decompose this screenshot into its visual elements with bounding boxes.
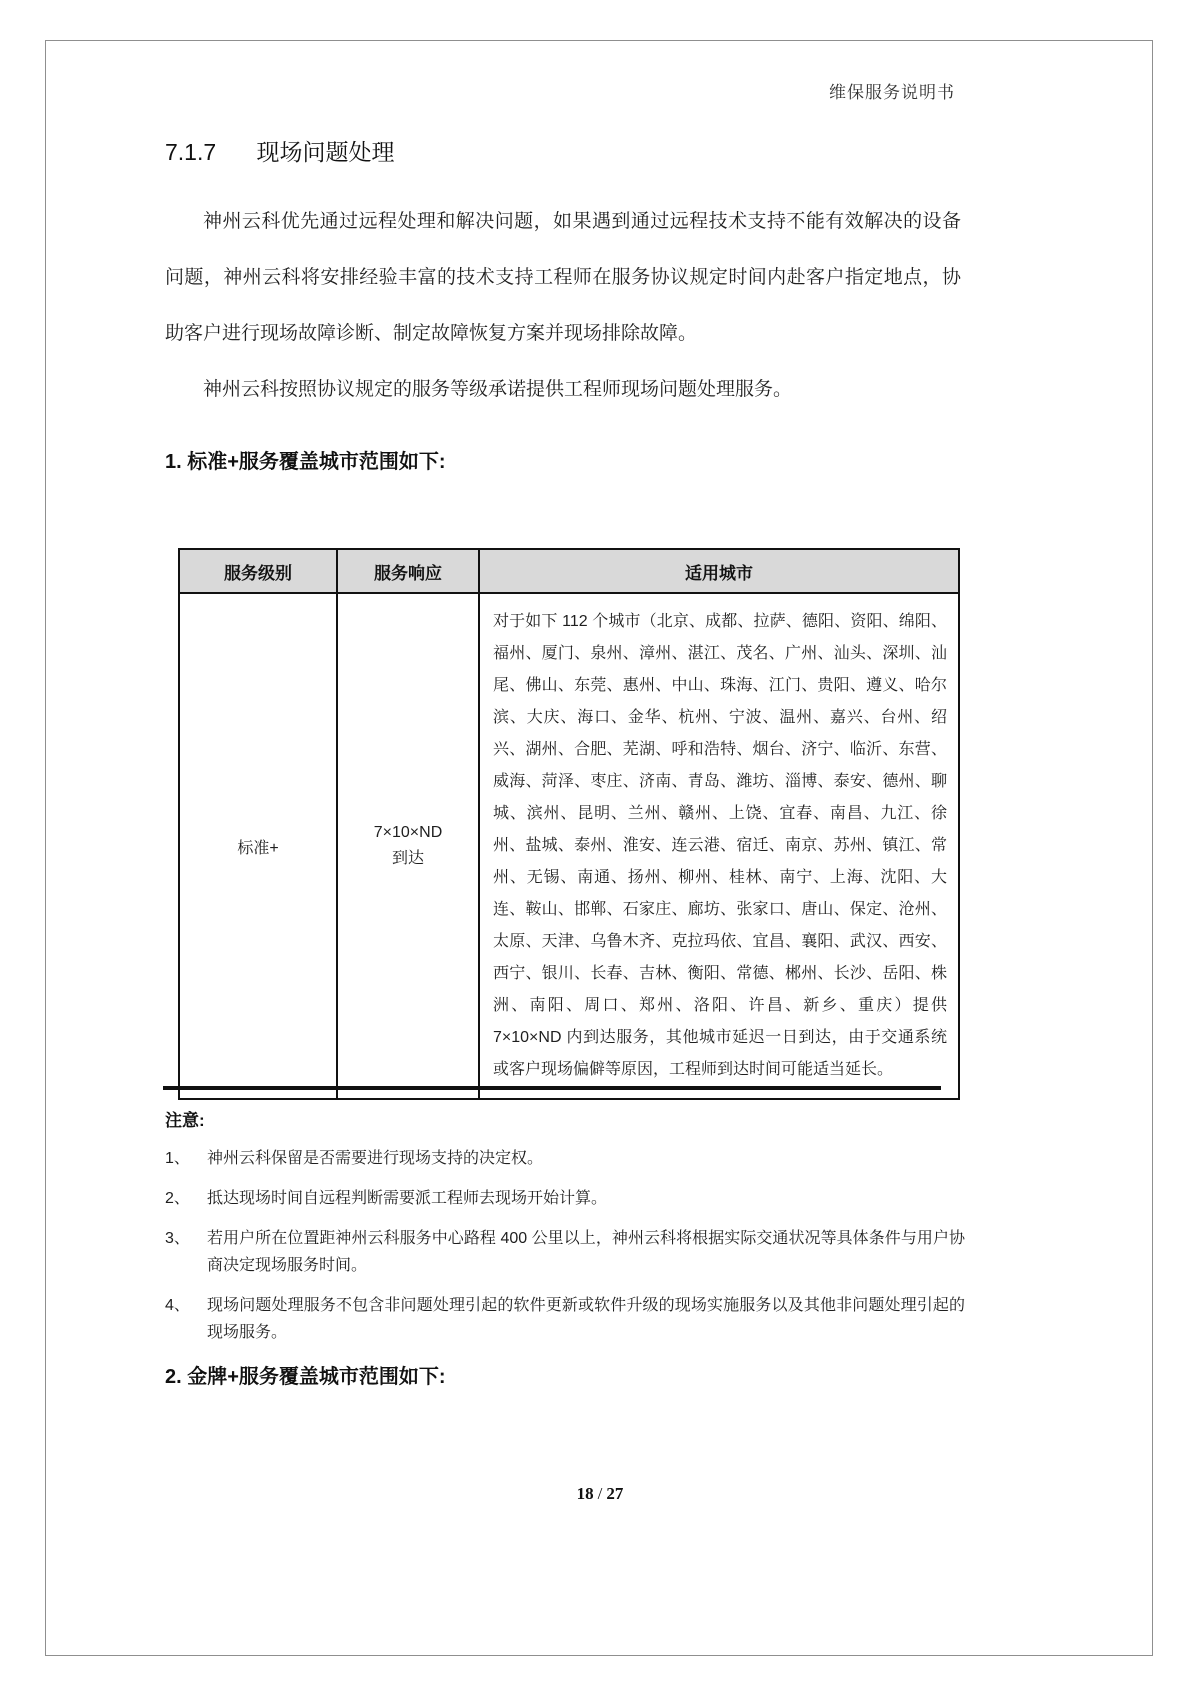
cell-applicable-cities: 对于如下 112 个城市（北京、成都、拉萨、德阳、资阳、绵阳、福州、厦门、泉州、漳州、湛江、茂名、广州、汕头、深圳、汕尾、佛山、东莞、惠州、中山、珠海、江门、贵阳、遵义、哈尔滨、大庆、海口、金华、杭州、宁波、温州、嘉兴、台州、绍兴、湖州、合肥、芜湖、呼和浩特、烟台、济宁、临沂、东营、威海、菏泽、枣庄、济南、青岛、潍坊、淄博、泰安、德州、聊城、滨州、昆明、兰州、赣州、上饶、宜春、南昌、九江、徐州、盐城、泰州、淮安、连云港、宿迁、南京、苏州、镇江、常州、无锡、南通、扬州、柳州、桂林、南宁、上海、沈阳、大连、鞍山、邯郸、石家庄、廊坊、张家口、唐山、保定、沧州、太原、天津、乌鲁木齐、克拉玛依、宜昌、襄阳、武汉、西安、西宁、银川、长春、吉林、衡阳、常德、郴州、长沙、岳阳、株洲、南阳、周口、郑州、洛阳、许昌、新乡、重庆）提供 7×10×ND 内到达服务，其他城市延迟一日到达，由于交通系统或客户现场偏僻等原因，工程师到达时间可能适当延长。 (479, 593, 959, 1099)
note-number: 1、 (165, 1150, 190, 1167)
note-text: 神州云科保留是否需要进行现场支持的决定权。 (207, 1150, 544, 1167)
page-number: 18 (576, 1484, 594, 1503)
notes-title: 注意: (165, 1111, 205, 1130)
paragraph-onsite-intro: 神州云科优先通过远程处理和解决问题，如果遇到通过远程技术支持不能有效解决的设备问题，神州云科将安排经验丰富的技术支持工程师在服务协议规定时间内赴客户指定地点，协助客户进行现场故障诊断、制定故障恢复方案并现场排除故障。 (165, 211, 961, 344)
notes-list (165, 1145, 965, 1359)
note-text: 抵达现场时间自远程判断需要派工程师去现场开始计算。 (207, 1190, 608, 1207)
page-separator: / (597, 1484, 603, 1503)
column-header-service-response: 服务响应 (337, 549, 479, 593)
horizontal-divider (163, 1086, 941, 1090)
note-item-2 (165, 1185, 965, 1212)
service-response-line2: 到达 (391, 850, 424, 867)
document-header-title: 维保服务说明书 (829, 83, 955, 102)
service-response-line1: 7×10×ND (373, 824, 443, 841)
paragraph-service-commitment: 神州云科按照协议规定的服务等级承诺提供工程师现场问题处理服务。 (203, 379, 793, 400)
cell-service-response (337, 593, 479, 1099)
table-header-row (179, 549, 959, 593)
page-footer (0, 1484, 1200, 1504)
section-heading (165, 134, 395, 167)
column-header-applicable-cities: 适用城市 (479, 549, 959, 593)
note-number: 2、 (165, 1190, 190, 1207)
note-item-3 (165, 1225, 965, 1279)
note-text: 现场问题处理服务不包含非问题处理引起的软件更新或软件升级的现场实施服务以及其他非问题处理引起的现场服务。 (207, 1297, 965, 1341)
section-title: 现场问题处理 (256, 139, 395, 165)
subheading-gold-plus-coverage: 2. 金牌+服务覆盖城市范围如下: (165, 1366, 446, 1388)
service-coverage-table (178, 548, 960, 1100)
note-item-1 (165, 1145, 965, 1172)
note-number: 3、 (165, 1230, 190, 1247)
subheading-standard-plus-coverage: 1. 标准+服务覆盖城市范围如下: (165, 451, 446, 473)
section-number: 7.1.7 (165, 139, 217, 165)
cell-service-level: 标准+ (179, 593, 337, 1099)
note-number: 4、 (165, 1297, 190, 1314)
page-total: 27 (606, 1484, 624, 1503)
table-row (179, 593, 959, 1099)
note-item-4 (165, 1292, 965, 1346)
note-text: 若用户所在位置距神州云科服务中心路程 400 公里以上，神州云科将根据实际交通状况等具体条件与用户协商决定现场服务时间。 (207, 1230, 965, 1274)
column-header-service-level: 服务级别 (179, 549, 337, 593)
